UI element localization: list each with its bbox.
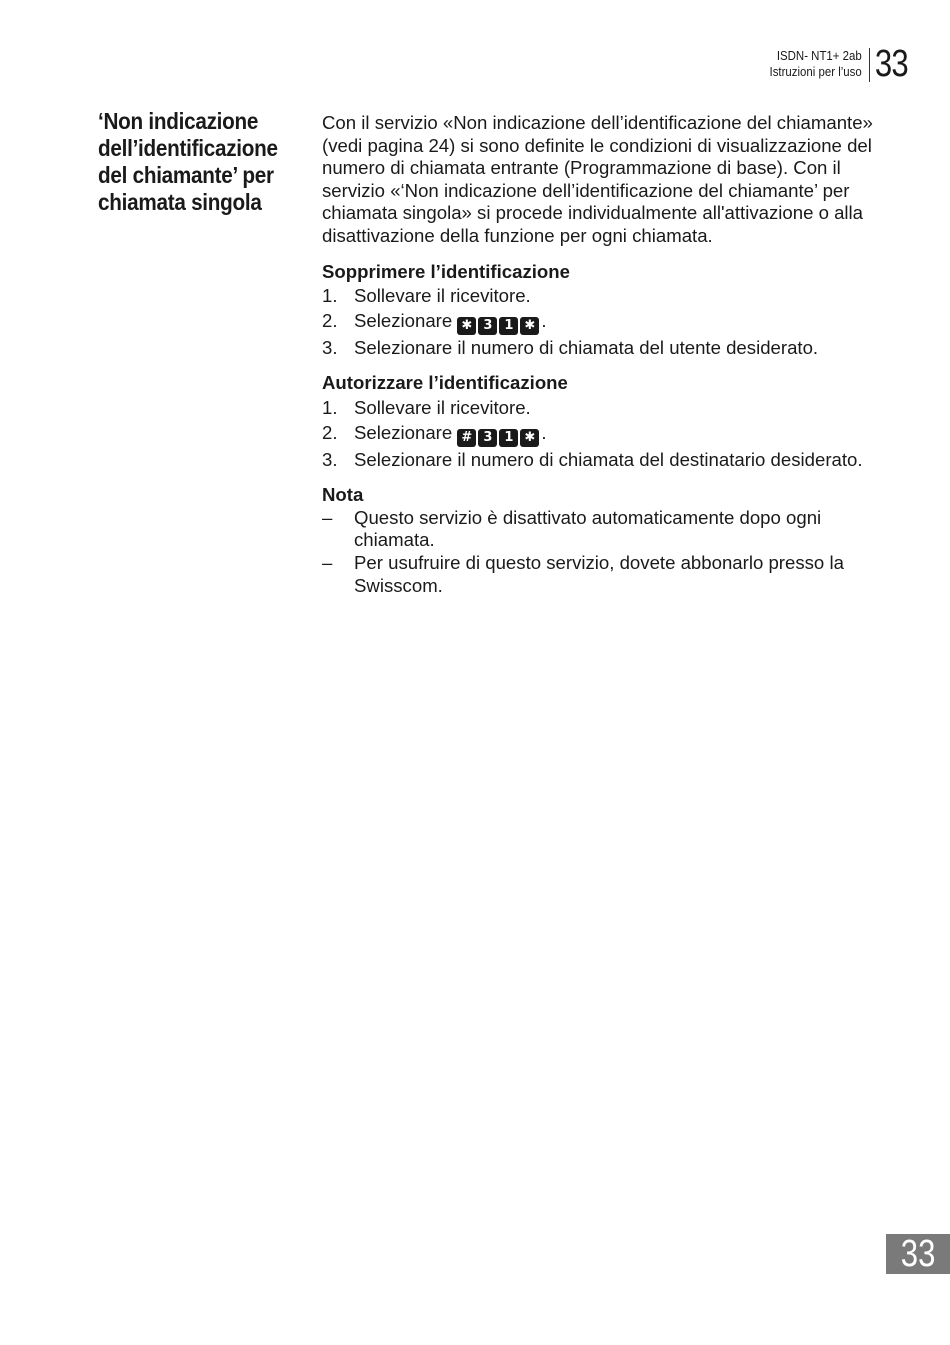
step-number: 2. [322, 309, 338, 331]
step-text: Sollevare il ricevitore. [354, 396, 531, 418]
allow-title: Autorizzare l’identificazione [322, 372, 568, 394]
step-number: 3. [322, 448, 338, 470]
digit-3-key-icon: 3 [478, 429, 497, 447]
header-page-number: 33 [874, 43, 908, 85]
step-text: Selezionare [354, 421, 453, 443]
star-key-icon: ✱ [520, 429, 539, 447]
digit-3-key-icon: 3 [478, 317, 497, 335]
main-content [322, 112, 882, 597]
step-text: Selezionare il numero di chiamata del destinatario desiderato. [354, 448, 863, 470]
page-tab-number: 33 [900, 1233, 936, 1275]
list-item [322, 337, 882, 360]
page-number-tab [886, 1234, 950, 1274]
step-number: 1. [322, 285, 338, 307]
digit-1-key-icon: 1 [499, 317, 518, 335]
page-header [756, 44, 916, 84]
star-key-icon: ✱ [520, 317, 539, 335]
list-item [322, 422, 882, 447]
note-text: Per usufruire di questo servizio, dovete abbonarlo presso la Swisscom. [354, 551, 844, 596]
doc-subtitle: Istruzioni per l’uso [769, 64, 862, 79]
step-text-with-keys [354, 422, 882, 447]
intro-paragraph: Con il servizio «Non indicazione dell’identificazione del chiamante» (vedi pagina 24) si sono definite le condizioni di visualizzazione del numero di chiamata entrante (Programmazione di base). Con il servizio «‘Non indicazione dell’identificazione del chiamante’ per chiamata singola» si procede individualmente all'attivazione o alla disattivazione della funzione per ogni chiamata. [322, 112, 873, 246]
step-suffix: . [541, 421, 547, 443]
step-text-with-keys [354, 310, 882, 335]
dash-bullet: – [322, 506, 333, 528]
star-key-icon: ✱ [457, 317, 476, 335]
hash-key-icon: # [457, 429, 476, 447]
step-suffix: . [541, 309, 547, 331]
list-item [322, 285, 882, 308]
list-item [322, 552, 882, 597]
dash-bullet: – [322, 551, 333, 573]
note-title: Nota [322, 484, 364, 506]
note-list [322, 507, 882, 597]
step-text: Selezionare il numero di chiamata del utente desiderato. [354, 336, 819, 358]
suppress-steps [322, 285, 882, 359]
step-text: Sollevare il ricevitore. [354, 285, 531, 307]
list-item [322, 397, 882, 420]
list-item [322, 310, 882, 335]
section-heading: ‘Non indicazione dell’identificazione del chiamante’ per chiamata singola [98, 108, 278, 215]
allow-steps [322, 397, 882, 471]
list-item [322, 507, 882, 552]
step-text: Selezionare [354, 309, 453, 331]
list-item [322, 449, 882, 472]
header-text [769, 44, 868, 80]
suppress-title: Sopprimere l’identificazione [322, 260, 570, 282]
step-number: 3. [322, 336, 338, 358]
doc-title: ISDN- NT1+ 2ab [776, 48, 862, 63]
step-number: 2. [322, 421, 338, 443]
digit-1-key-icon: 1 [499, 429, 518, 447]
step-number: 1. [322, 396, 338, 418]
note-text: Questo servizio è disattivato automaticamente dopo ogni chiamata. [354, 506, 822, 551]
